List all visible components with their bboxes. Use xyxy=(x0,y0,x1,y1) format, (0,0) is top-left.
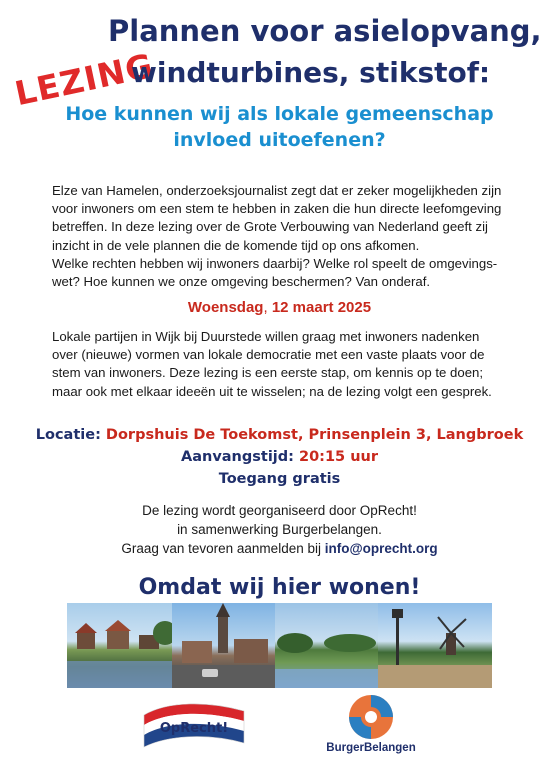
organizer-block xyxy=(0,501,559,558)
burgerbelangen-emblem-icon xyxy=(325,691,417,743)
photo-windmill-lamppost xyxy=(378,603,492,688)
intro-line: inzicht in de vele plannen die de komende tijd op ons afkomen. xyxy=(52,237,420,253)
signup-email-link[interactable]: info@oprecht.org xyxy=(324,541,438,556)
subtitle-line-2: invloed uitoefenen? xyxy=(173,129,386,151)
photo-river-houses xyxy=(67,603,172,688)
oprecht-logo-text: OpRecht! xyxy=(159,721,229,736)
location-label: Locatie: xyxy=(35,427,101,443)
photo-strip xyxy=(67,603,492,688)
body-paragraph xyxy=(52,328,512,401)
title-line-1: Plannen voor asielopvang, xyxy=(108,14,542,48)
event-date-rest: 12 maart 2025 xyxy=(267,299,372,316)
organizer-line-2: in samenwerking Burgerbelangen. xyxy=(177,522,382,537)
signup-text: Graag van tevoren aanmelden bij xyxy=(121,541,325,556)
oprecht-logo xyxy=(138,697,250,753)
time-value: 20:15 uur xyxy=(293,449,378,465)
event-date xyxy=(0,299,559,316)
title-line-2: windturbines, stikstof: xyxy=(131,56,491,89)
oprecht-flag-icon xyxy=(138,697,250,753)
photo-meadow xyxy=(275,603,378,688)
body-line: maar ook met elkaar ideeën uit te wisselen; na de lezing volgt een gesprek. xyxy=(52,383,492,399)
intro-line: wet? Hoe kunnen we onze omgeving beschermen? Van onderaf. xyxy=(52,274,431,290)
organizer-line-1: De lezing wordt georganiseerd door OpRecht! xyxy=(142,503,417,518)
time-label: Aanvangstijd: xyxy=(180,449,294,465)
intro-paragraph xyxy=(52,182,512,291)
intro-line: voor inwoners om een stem te hebben in zaken die hun directe leefomgeving xyxy=(52,201,502,217)
burgerbelangen-logo-text: BurgerBelangen xyxy=(326,742,416,754)
subtitle-line-1: Hoe kunnen wij als lokale gemeenschap xyxy=(65,103,494,125)
body-line: stem van inwoners. Deze lezing is een eerste stap, om kennis op te doen; xyxy=(52,365,484,381)
intro-line: Elze van Hamelen, onderzoeksjournalist zegt dat er zeker mogelijkheden zijn xyxy=(52,183,502,198)
event-day: Woensdag xyxy=(187,299,264,316)
subtitle xyxy=(0,101,559,153)
intro-line: betreffen. In deze lezing over de Grote Verbouwing van Nederland geeft zij xyxy=(52,219,488,235)
event-time xyxy=(0,446,559,468)
location-value: Dorpshuis De Toekomst, Prinsenplein 3, Langbroek xyxy=(100,427,524,443)
date-comma: , xyxy=(263,299,268,316)
organizer-line-3 xyxy=(0,539,559,558)
intro-line: Welke rechten hebben wij inwoners daarbij? Welke rol speelt de omgevings- xyxy=(52,255,498,271)
body-line: Lokale partijen in Wijk bij Duurstede willen graag met inwoners nadenken xyxy=(52,329,480,344)
event-entry: Toegang gratis xyxy=(218,471,341,487)
burgerbelangen-logo xyxy=(325,691,417,759)
body-line: over (nieuwe) vormen van lokale democratie met een vaste plaats voor de xyxy=(52,347,485,363)
lezing-label: LEZING xyxy=(11,45,158,114)
slogan: Omdat wij hier wonen! xyxy=(138,575,421,600)
event-location xyxy=(0,424,559,446)
photo-church-street xyxy=(172,603,275,688)
